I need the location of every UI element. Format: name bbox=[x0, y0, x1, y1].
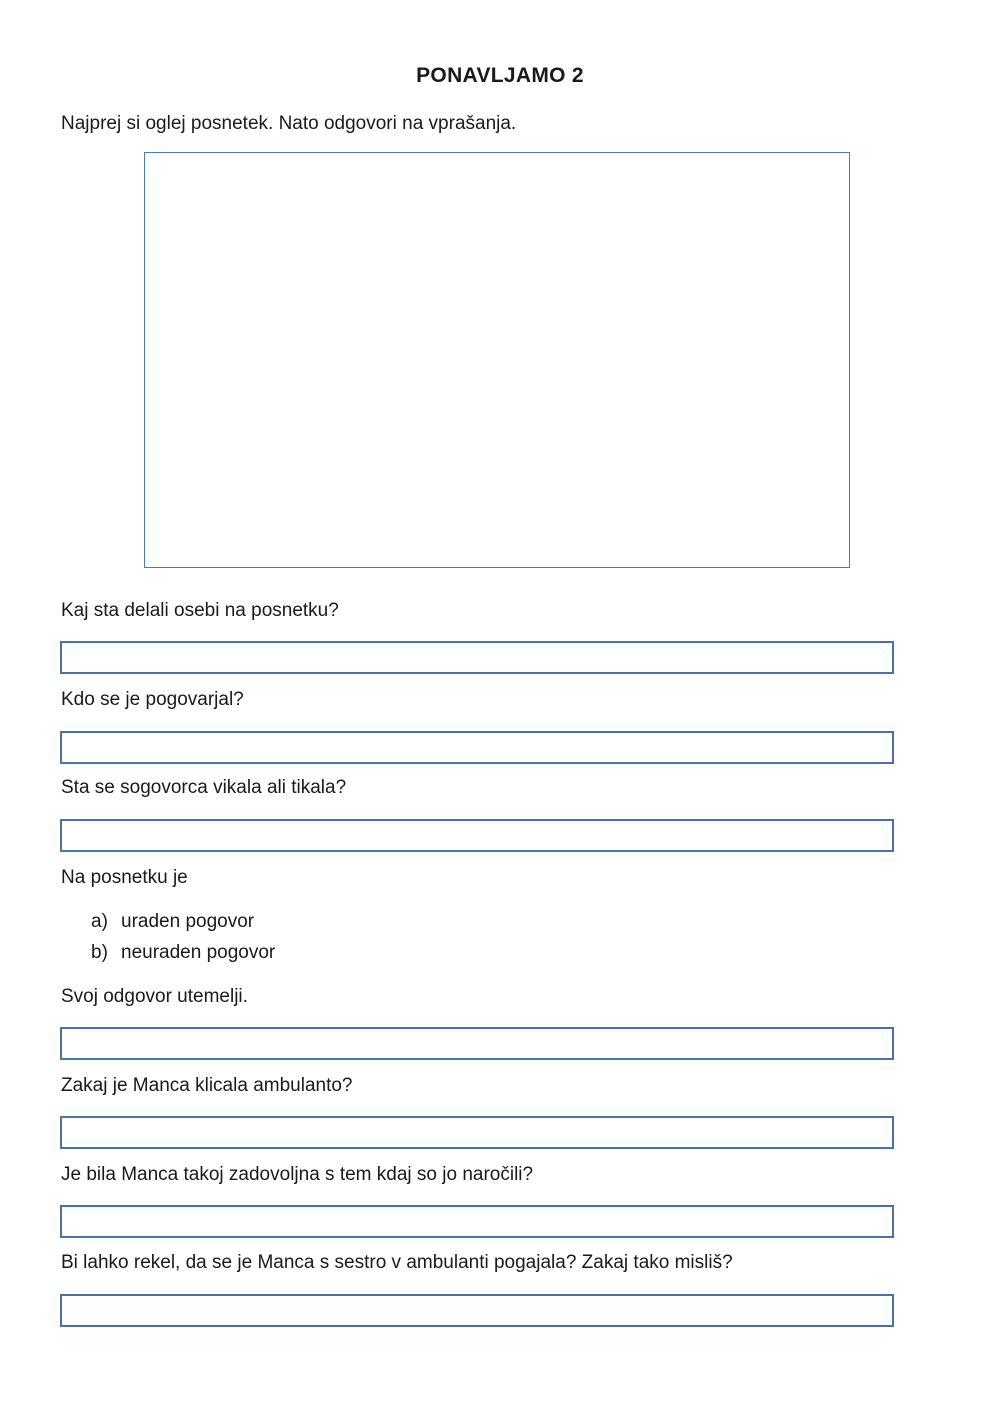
question-6: Zakaj je Manca klicala ambulanto? bbox=[61, 1075, 353, 1096]
page-title: PONAVLJAMO 2 bbox=[416, 64, 584, 87]
question-4: Na posnetku je bbox=[61, 867, 188, 888]
instructions: Najprej si oglej posnetek. Nato odgovori na vprašanja. bbox=[61, 113, 517, 134]
option-a[interactable] bbox=[91, 911, 254, 933]
answer-field-5[interactable] bbox=[60, 1116, 894, 1149]
answer-field-6[interactable] bbox=[60, 1205, 894, 1238]
question-7: Je bila Manca takoj zadovoljna s tem kdaj so jo naročili? bbox=[61, 1164, 534, 1185]
video-placeholder[interactable] bbox=[144, 152, 850, 568]
answer-field-2[interactable] bbox=[60, 731, 894, 764]
question-3: Sta se sogovorca vikala ali tikala? bbox=[61, 777, 347, 798]
question-8: Bi lahko rekel, da se je Manca s sestro v ambulanti pogajala? Zakaj tako misliš? bbox=[61, 1252, 733, 1273]
option-b-label: b) bbox=[91, 942, 108, 963]
answer-field-1[interactable] bbox=[60, 641, 894, 674]
answer-field-4[interactable] bbox=[60, 1027, 894, 1060]
option-b[interactable] bbox=[91, 942, 275, 964]
answer-field-3[interactable] bbox=[60, 819, 894, 852]
question-5: Svoj odgovor utemelji. bbox=[61, 986, 248, 1007]
question-2: Kdo se je pogovarjal? bbox=[61, 689, 244, 710]
option-a-text: uraden pogovor bbox=[121, 911, 255, 932]
question-1: Kaj sta delali osebi na posnetku? bbox=[61, 600, 339, 621]
option-a-label: a) bbox=[91, 911, 108, 932]
option-b-text: neuraden pogovor bbox=[121, 942, 276, 963]
answer-field-7[interactable] bbox=[60, 1294, 894, 1327]
